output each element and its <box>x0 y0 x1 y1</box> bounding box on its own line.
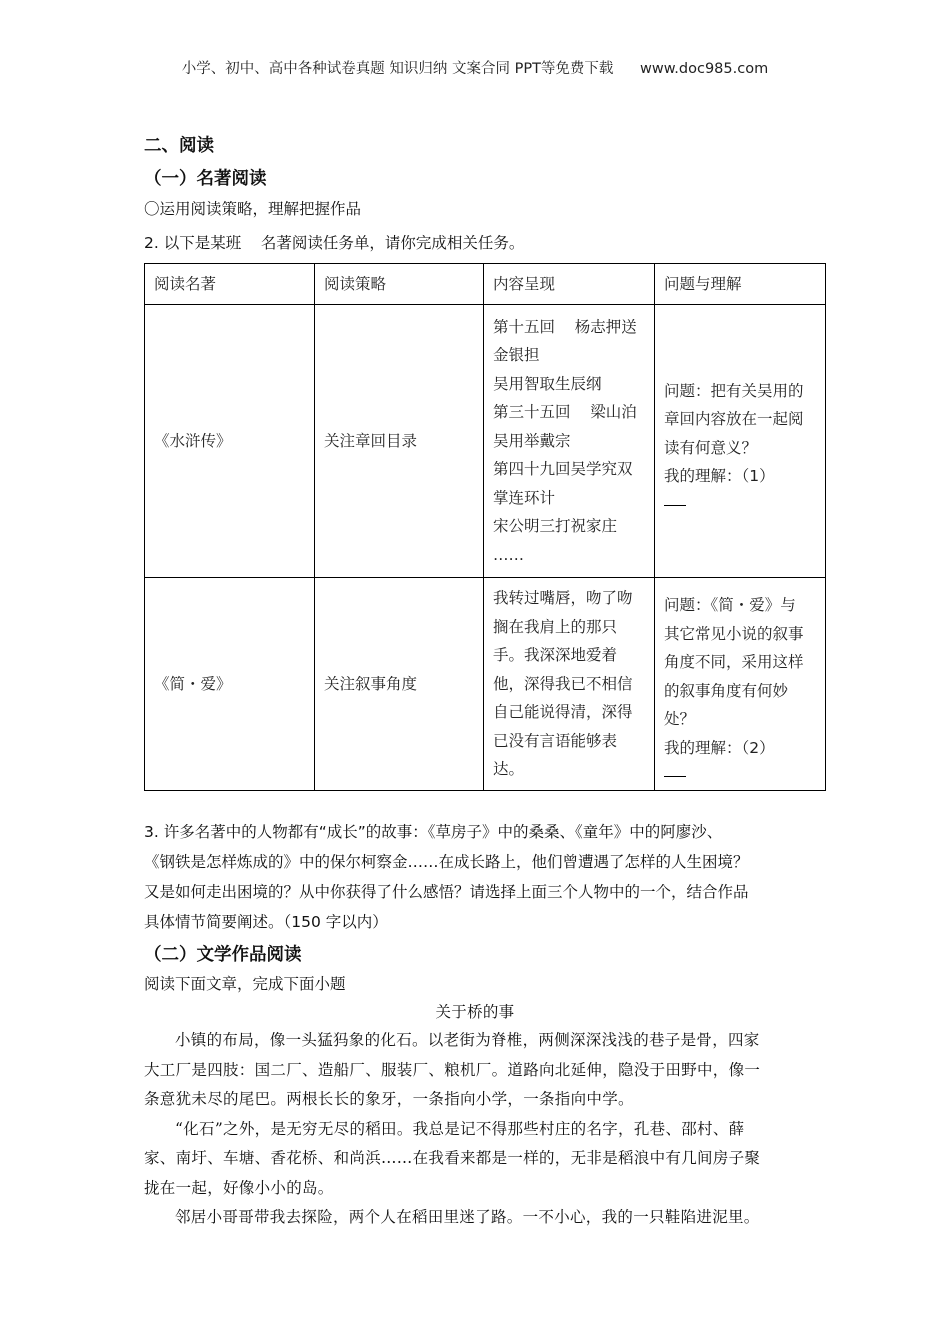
article-line: 家、南圩、车塘、香花桥、和尚浜……在我看来都是一样的，无非是稻浪中有几间房子聚 <box>144 1149 761 1167</box>
content-line: 搁在我肩上的那只 <box>493 617 618 636</box>
content-line: 宋公明三打祝家庄 <box>493 517 618 536</box>
question-line: 其它常见小说的叙事 <box>664 624 804 643</box>
question-line: 角度不同，采用这样 <box>664 653 804 671</box>
section-title: 二、阅读 <box>144 136 214 156</box>
content-line: 第四十九回吴学究双 <box>493 460 633 479</box>
header-url[interactable]: www.doc985.com <box>640 61 769 77</box>
question-line: 问题：把有关吴用的 <box>664 381 804 400</box>
content-line: 掌连环计 <box>493 488 556 507</box>
answer-prefix: 我的理解：（1） <box>664 467 775 485</box>
table-row <box>145 578 826 791</box>
question-line: 问题：《简・爱》与 <box>664 596 796 614</box>
content-line: 第十五回 杨志押送 <box>493 317 637 336</box>
content-line: 我转过嘴唇，吻了吻 <box>493 589 633 608</box>
content-line: 吴用智取生辰纲 <box>493 374 602 393</box>
question-line: 读有何意义？ <box>664 438 758 457</box>
question-3 <box>144 817 749 937</box>
content-line: 自己能说得清，深得 <box>493 703 633 722</box>
article-line: 邻居小哥哥带我去探险，两个人在稻田里迷了路。一不小心，我的一只鞋陷进泥里。 <box>175 1208 760 1226</box>
answer-blank[interactable] <box>664 762 686 777</box>
reading-instruction: 阅读下面文章，完成下面小题 <box>144 975 346 993</box>
subsection-title-literature: （二）文学作品阅读 <box>144 945 302 965</box>
header-cell: 内容呈现 <box>484 264 655 305</box>
page-header <box>0 57 950 78</box>
content-line: 金银担 <box>493 346 540 365</box>
question-line: 处？ <box>664 710 696 728</box>
question-3-line: 具体情节简要阐述。（150 字以内） <box>144 913 388 931</box>
strategy-cell: 关注章回目录 <box>315 305 484 578</box>
article-line: 拢在一起，好像小小的岛。 <box>144 1178 334 1197</box>
subsection-title-classics: （一）名著阅读 <box>144 169 267 189</box>
content-line: 第三十五回 梁山泊 <box>493 403 637 422</box>
question-cell <box>655 305 826 578</box>
content-cell <box>484 305 655 578</box>
strategy-cell: 关注叙事角度 <box>315 578 484 791</box>
header-cell: 阅读名著 <box>145 264 315 305</box>
content-line: 他，深得我已不相信 <box>493 674 633 693</box>
question-line: 章回内容放在一起阅 <box>664 410 804 428</box>
header-cell: 阅读策略 <box>315 264 484 305</box>
strategy-line: 〇运用阅读策略，理解把握作品 <box>144 200 362 218</box>
header-cell: 问题与理解 <box>655 264 826 305</box>
content-cell <box>484 578 655 791</box>
book-cell: 《简・爱》 <box>145 578 315 791</box>
question-3-line: 又是如何走出困境的？从中你获得了什么感悟？请选择上面三个人物中的一个，结合作品 <box>144 883 749 901</box>
content-line: 吴用举戴宗 <box>493 431 571 450</box>
question-cell <box>655 578 826 791</box>
question-line: 的叙事角度有何妙 <box>664 681 789 700</box>
article-line: 条意犹未尽的尾巴。两根长长的象牙，一条指向小学，一条指向中学。 <box>144 1090 634 1108</box>
content-line: 已没有言语能够表 <box>493 731 618 750</box>
question-2-text: 2. 以下是某班 名著阅读任务单，请你完成相关任务。 <box>144 234 525 252</box>
question-3-line: 3. 许多名著中的人物都有“成长”的故事：《草房子》中的桑桑、《童年》中的阿廖沙、 <box>144 823 723 841</box>
header-text: 小学、初中、高中各种试卷真题 知识归纳 文案合同 PPT等免费下载 <box>181 61 614 77</box>
table-header-row <box>145 264 826 305</box>
reading-task-table <box>144 263 826 791</box>
answer-blank[interactable] <box>664 491 686 506</box>
book-cell: 《水浒传》 <box>145 305 315 578</box>
answer-prefix: 我的理解：（2） <box>664 738 775 757</box>
article-line: “化石”之外，是无穷无尽的稻田。我总是记不得那些村庄的名字，孔巷、邵村、薛 <box>175 1119 745 1138</box>
answer-line <box>664 462 816 506</box>
question-3-line: 《钢铁是怎样炼成的》中的保尔柯察金……在成长路上，他们曾遭遇了怎样的人生困境？ <box>144 853 749 871</box>
article-line: 小镇的布局，像一头猛犸象的化石。以老街为脊椎，两侧深深浅浅的巷子是骨，四家 <box>175 1031 760 1049</box>
content-line: …… <box>493 545 524 564</box>
table-row <box>145 305 826 578</box>
article-title: 关于桥的事 <box>435 1003 515 1021</box>
content-line: 手。我深深地爱着 <box>493 646 618 665</box>
answer-line <box>664 734 816 778</box>
article-body <box>144 1026 834 1233</box>
article-line: 大工厂是四肢：国二厂、造船厂、服装厂、粮机厂。道路向北延伸，隐没于田野中，像一 <box>144 1060 761 1079</box>
content-line: 达。 <box>493 760 525 779</box>
